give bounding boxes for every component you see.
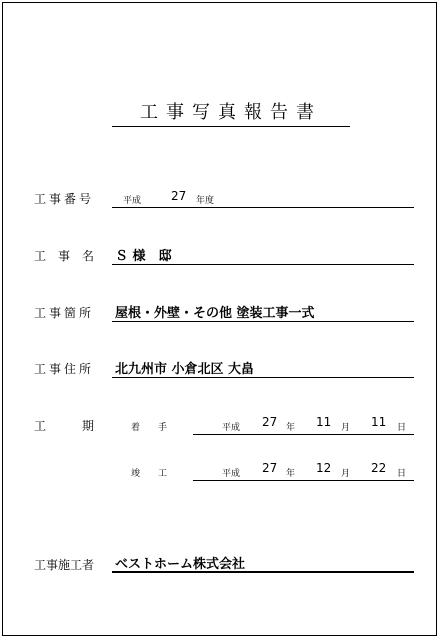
construction-place-value: 屋根・外壁・その他 塗装工事一式	[115, 306, 315, 321]
period-start-day: 11	[371, 415, 387, 429]
construction-address-label: 工事住所	[34, 362, 95, 376]
period-start-label: 着 手	[131, 423, 168, 433]
period-start-month: 11	[316, 415, 332, 429]
construction-number-era: 平成	[123, 196, 142, 206]
construction-place-underline	[112, 321, 414, 322]
period-start-year: 27	[262, 415, 278, 429]
contractor-label: 工事施工者	[34, 558, 95, 572]
period-start-day-unit: 日	[397, 423, 407, 433]
period-end-era: 平成	[222, 469, 241, 479]
construction-name-label: 工 事 名	[34, 249, 95, 263]
contractor-value: ベストホーム株式会社	[115, 557, 246, 572]
construction-address-underline	[112, 377, 414, 378]
construction-name-value: Ｓ 様 邸	[115, 249, 172, 264]
period-end-underline	[193, 480, 414, 481]
construction-address-value: 北九州市 小倉北区 大畠	[115, 362, 255, 377]
document-title: 工事写真報告書	[112, 98, 350, 127]
construction-place-label: 工事箇所	[34, 306, 95, 320]
construction-period-label: 工 期	[34, 419, 95, 433]
period-start-underline	[193, 434, 414, 435]
construction-number-underline	[112, 207, 414, 208]
period-end-year-unit: 年	[286, 469, 296, 479]
period-end-day: 22	[371, 461, 387, 475]
period-end-month-unit: 月	[341, 469, 351, 479]
period-end-year: 27	[262, 461, 278, 475]
construction-number-label: 工事番号	[34, 192, 95, 206]
period-end-month: 12	[316, 461, 332, 475]
period-start-month-unit: 月	[341, 423, 351, 433]
contractor-underline	[112, 571, 414, 573]
construction-number-suffix: 年度	[196, 196, 215, 206]
period-end-label: 竣 工	[131, 469, 168, 479]
period-end-day-unit: 日	[397, 469, 407, 479]
construction-number-year: 27	[171, 189, 187, 203]
period-start-era: 平成	[222, 423, 241, 433]
period-start-year-unit: 年	[286, 423, 296, 433]
construction-name-underline	[112, 264, 414, 265]
